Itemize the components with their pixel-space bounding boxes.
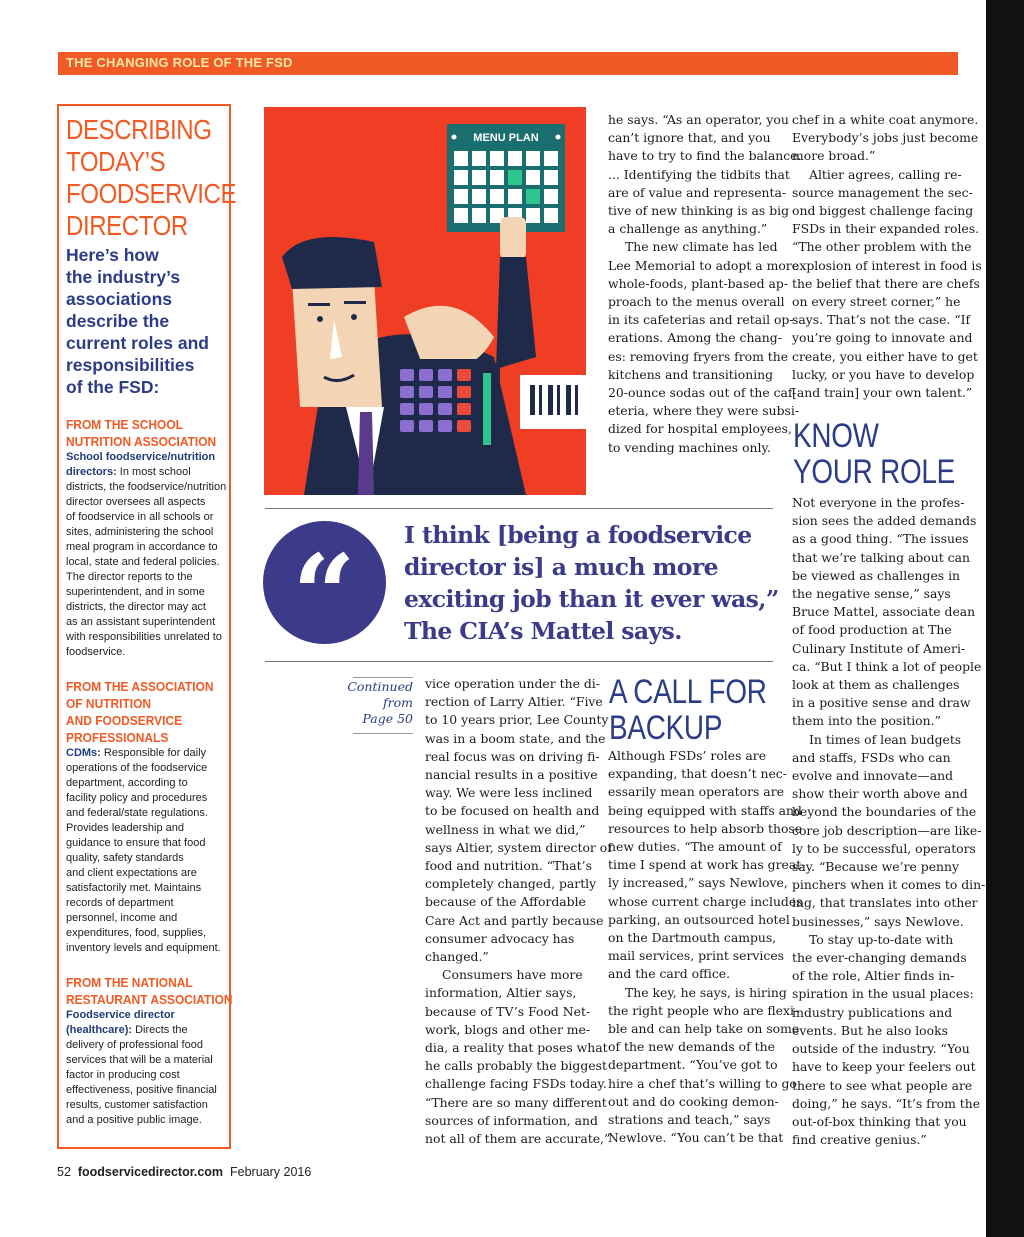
menu-grid-cell bbox=[472, 170, 486, 185]
illustration-svg bbox=[264, 107, 586, 495]
association-body-line: operations of the foodservice bbox=[66, 762, 208, 774]
association-body-line: sites, administering the school bbox=[66, 526, 214, 538]
eyebrow-right bbox=[344, 301, 366, 304]
menu-grid-cell bbox=[454, 189, 468, 204]
sidebar-subtitle-line: describe the bbox=[66, 311, 170, 331]
text-line: dia, a reality that poses what bbox=[425, 1040, 608, 1056]
text-line: to 10 years prior, Lee County bbox=[425, 712, 609, 728]
quote-rule-bottom bbox=[265, 661, 773, 662]
association-body-line: department, according to bbox=[66, 777, 188, 789]
quote-mark-icon bbox=[263, 521, 386, 659]
text-line: beyond the boundaries of the bbox=[792, 804, 977, 820]
text-line: ly increased,” says Newlove, bbox=[608, 875, 788, 891]
text-line: look at them as challenges bbox=[792, 677, 960, 693]
text-line: of the new demands of the bbox=[608, 1039, 775, 1055]
association-heading-line: RESTAURANT ASSOCIATION bbox=[66, 992, 233, 1007]
menu-grid-cell bbox=[490, 170, 504, 185]
continued-line: Continued bbox=[347, 679, 413, 694]
keypad-key bbox=[457, 403, 471, 415]
footer-date: February 2016 bbox=[230, 1165, 312, 1179]
heading-line: KNOW bbox=[793, 417, 879, 455]
keypad-key bbox=[400, 420, 414, 432]
association-entry bbox=[66, 974, 233, 1128]
article-column-2-top bbox=[608, 111, 802, 457]
text-line: source management the sec- bbox=[792, 184, 973, 200]
text-line: on every street corner,” he bbox=[792, 294, 961, 310]
menu-grid-cell bbox=[508, 189, 522, 204]
text-line: Lee Memorial to adopt a more bbox=[608, 257, 800, 273]
association-description bbox=[66, 450, 227, 660]
text-line: new duties. “The amount of bbox=[608, 839, 782, 855]
text-line: a challenge as anything.” bbox=[608, 221, 768, 237]
text-line: kitchens and transitioning bbox=[608, 366, 774, 382]
text-line: sion sees the added demands bbox=[792, 513, 977, 529]
section-banner bbox=[58, 52, 958, 75]
text-line: 20-ounce sodas out of the caf- bbox=[608, 385, 797, 401]
sidebar-title-line: FOODSERVICE bbox=[66, 178, 237, 209]
sidebar-subtitle-line: of the FSD: bbox=[66, 377, 160, 397]
menu-grid-cell bbox=[472, 208, 486, 223]
menu-grid-cell bbox=[544, 151, 558, 166]
menu-grid-cell bbox=[454, 151, 468, 166]
text-line: Everybody’s jobs just become bbox=[792, 130, 979, 146]
text-line: the negative sense,” says bbox=[792, 586, 951, 602]
association-body-line: local, state and federal policies. bbox=[66, 556, 220, 568]
sidebar-title-line: TODAY’S bbox=[66, 146, 166, 177]
svg-text:“: “ bbox=[292, 530, 356, 659]
text-line: strations and teach,” says bbox=[608, 1112, 771, 1128]
association-body-line: director oversees all aspects bbox=[66, 496, 206, 508]
keypad-key bbox=[438, 369, 452, 381]
text-line: ing, that translates into other bbox=[792, 895, 978, 911]
association-body-line: quality, safety standards bbox=[66, 852, 184, 864]
sidebar-subtitle-line: the industry’s bbox=[66, 267, 181, 287]
text-line: have to keep your feelers out bbox=[792, 1059, 976, 1075]
text-line: because of TV’s Food Net- bbox=[425, 1003, 591, 1019]
association-body-line: Provides leadership and bbox=[66, 822, 185, 834]
text-line: expanding, that doesn’t nec- bbox=[608, 766, 787, 782]
keypad-key bbox=[419, 386, 433, 398]
association-heading-line: FROM THE NATIONAL bbox=[66, 975, 193, 990]
text-line: core job description—are like- bbox=[792, 822, 982, 838]
text-line: ond biggest challenge facing bbox=[792, 203, 974, 219]
text-line: sources of information, and bbox=[425, 1112, 598, 1128]
text-line: says. That’s not the case. “If bbox=[792, 312, 971, 328]
hair bbox=[282, 237, 382, 289]
menu-grid-cell bbox=[526, 208, 540, 223]
text-line: “The other problem with the bbox=[792, 239, 972, 255]
text-line: real focus was on driving fi- bbox=[425, 748, 600, 764]
text-line: mail services, print services bbox=[608, 948, 785, 964]
page-edge-bar bbox=[986, 0, 1024, 1237]
text-line: information, Altier says, bbox=[425, 985, 577, 1001]
sidebar-subtitle-line: responsibilities bbox=[66, 355, 195, 375]
keypad-key bbox=[457, 369, 471, 381]
text-line: says Altier, system director of bbox=[425, 839, 612, 855]
page-footer bbox=[57, 1165, 311, 1179]
text-line: there to see what people are bbox=[792, 1077, 973, 1093]
text-line: and staffs, FSDs who can bbox=[792, 749, 951, 765]
pull-quote-line: I think [being a foodservice bbox=[404, 521, 752, 549]
association-body-line: services that will be a material bbox=[66, 1054, 213, 1066]
association-body-line: and a positive public image. bbox=[66, 1114, 202, 1126]
association-role-line bbox=[66, 1023, 223, 1038]
text-line: parking, an outsourced hotel bbox=[608, 911, 790, 927]
menu-grid-cell bbox=[454, 208, 468, 223]
association-body-line: with responsibilities unrelated to bbox=[66, 631, 222, 643]
text-line: out-of-box thinking that you bbox=[792, 1113, 967, 1129]
association-body-line: records of department bbox=[66, 897, 174, 909]
text-line: department. “You’ve got to bbox=[608, 1057, 778, 1073]
menu-board-dot bbox=[556, 135, 561, 140]
text-line: food and nutrition. “That’s bbox=[425, 858, 592, 874]
menu-grid-cell bbox=[472, 151, 486, 166]
text-line: spiration in the usual places: bbox=[792, 986, 974, 1002]
menu-grid-cell bbox=[526, 170, 540, 185]
association-body-first: Directs the bbox=[132, 1024, 188, 1036]
association-heading-line: NUTRITION ASSOCIATION bbox=[66, 434, 217, 449]
association-heading bbox=[66, 678, 227, 746]
text-line: In times of lean budgets bbox=[809, 731, 962, 747]
association-heading bbox=[66, 974, 233, 1008]
association-list bbox=[66, 416, 233, 1128]
text-line: have to try to find the balance. bbox=[608, 148, 802, 164]
association-role: directors: bbox=[66, 466, 117, 478]
text-line: he says. “As an operator, you bbox=[608, 112, 789, 127]
barcode-bar bbox=[566, 385, 571, 415]
text-line: chef in a white coat anymore. bbox=[792, 112, 979, 127]
association-body-line: expenditures, food, supplies, bbox=[66, 927, 207, 939]
association-body-line: meal program in accordance to bbox=[66, 541, 218, 553]
text-line: resources to help absorb those bbox=[608, 820, 803, 836]
eyebrow-left bbox=[308, 303, 330, 306]
barcode-bar bbox=[530, 385, 535, 415]
association-heading-line: AND FOODSERVICE bbox=[66, 713, 183, 728]
association-body-line: facility policy and procedures bbox=[66, 792, 208, 804]
text-line: doing,” he says. “It’s from the bbox=[792, 1095, 981, 1111]
menu-grid-cell bbox=[526, 151, 540, 166]
keypad-key bbox=[438, 420, 452, 432]
text-line: ... Identifying the tidbits that bbox=[608, 166, 790, 182]
association-body-line: as an assistant superintendent bbox=[66, 616, 216, 628]
barcode-bar bbox=[575, 385, 578, 415]
sidebar-box bbox=[57, 104, 237, 1149]
menu-grid-cell bbox=[472, 189, 486, 204]
association-heading-line: PROFESSIONALS bbox=[66, 730, 169, 745]
text-line: essarily mean operators are bbox=[608, 784, 784, 800]
menu-grid-cell bbox=[508, 170, 522, 185]
association-heading-line: FROM THE SCHOOL bbox=[66, 417, 183, 432]
text-line: them into the position.” bbox=[792, 713, 941, 729]
text-line: explosion of interest in food is bbox=[792, 257, 982, 273]
know-role-heading bbox=[793, 418, 957, 490]
menu-grid-cell bbox=[454, 170, 468, 185]
text-line: more broad.” bbox=[792, 148, 876, 164]
text-line: Bruce Mattel, associate dean bbox=[792, 604, 976, 620]
text-line: erations. Among the chang- bbox=[608, 330, 782, 346]
text-line: tive of new thinking is as big bbox=[608, 203, 790, 219]
association-body-line: guidance to ensure that food bbox=[66, 837, 206, 849]
call-backup-heading bbox=[609, 674, 773, 746]
menu-plan-illustration bbox=[264, 107, 586, 495]
text-line: whole-foods, plant-based ap- bbox=[608, 275, 789, 291]
text-line: [and train] your own talent.” bbox=[792, 385, 973, 401]
heading-line: A CALL FOR bbox=[609, 673, 767, 711]
text-line: ca. “But I think a lot of people bbox=[792, 658, 982, 674]
keypad-key bbox=[457, 420, 471, 432]
text-line: he calls probably the biggest bbox=[425, 1058, 607, 1074]
text-line: on the Dartmouth campus, bbox=[608, 930, 777, 946]
menu-grid-cell bbox=[544, 208, 558, 223]
text-line: Newlove. “You can’t be that bbox=[608, 1130, 784, 1146]
text-line: say. “Because we’re penny bbox=[792, 859, 959, 875]
text-line: are of value and representa- bbox=[608, 184, 787, 200]
association-role: School foodservice/nutrition bbox=[66, 451, 216, 463]
association-body-line: effectiveness, positive financial bbox=[66, 1084, 217, 1096]
association-description bbox=[66, 746, 223, 956]
text-line: whose current charge includes bbox=[608, 893, 803, 909]
keypad-key bbox=[457, 386, 471, 398]
association-role-line bbox=[66, 465, 223, 480]
association-body-line: delivery of professional food bbox=[66, 1039, 203, 1051]
text-line: be viewed as challenges in bbox=[792, 567, 961, 583]
text-line: Consumers have more bbox=[442, 967, 583, 983]
continued-line: Page 50 bbox=[362, 711, 413, 726]
text-line: hire a chef that’s willing to go bbox=[608, 1075, 797, 1091]
text-line: of food production at The bbox=[792, 622, 952, 638]
text-line: FSDs in their expanded roles. bbox=[792, 221, 980, 237]
text-line: in a positive sense and draw bbox=[792, 695, 971, 711]
article-column-1-bottom bbox=[425, 675, 612, 1148]
menu-board-sign: MENU PLAN bbox=[473, 132, 539, 144]
hand-up bbox=[500, 217, 526, 259]
text-line: and the card office. bbox=[608, 966, 731, 982]
pull-quote-line: director is] a much more bbox=[404, 553, 718, 581]
association-body-line: The director reports to the bbox=[66, 571, 193, 583]
sidebar-subtitle-line: Here’s how bbox=[66, 245, 159, 265]
menu-grid-cell bbox=[544, 189, 558, 204]
text-line: The key, he says, is hiring bbox=[625, 984, 787, 1000]
text-line: Culinary Institute of Ameri- bbox=[792, 640, 966, 656]
association-role-line bbox=[66, 1008, 223, 1023]
text-line: create, you either have to get bbox=[792, 348, 978, 364]
text-line: Altier agrees, calling re- bbox=[809, 166, 962, 182]
sidebar-subtitle-line: associations bbox=[66, 289, 173, 309]
text-line: lucky, or you have to develop bbox=[792, 366, 975, 382]
article-column-2-bottom bbox=[608, 747, 806, 1147]
text-line: Care Act and partly because bbox=[425, 912, 604, 928]
text-line: rection of Larry Altier. “Five bbox=[425, 694, 603, 710]
text-line: ly to be successful, operators bbox=[792, 840, 976, 856]
keypad-key bbox=[400, 403, 414, 415]
association-heading-line: OF NUTRITION bbox=[66, 696, 152, 711]
section-banner-label: THE CHANGING ROLE OF THE FSD bbox=[66, 55, 293, 70]
text-line: vice operation under the di- bbox=[425, 676, 600, 691]
text-line: find creative genius.” bbox=[792, 1132, 927, 1148]
barcode-bar bbox=[557, 385, 560, 415]
keypad-key bbox=[400, 369, 414, 381]
association-heading bbox=[66, 416, 227, 450]
menu-grid-cell bbox=[526, 189, 540, 204]
association-body-line: and federal/state regulations. bbox=[66, 807, 208, 819]
call-backup-heading-wrap bbox=[609, 674, 809, 746]
text-line: businesses,” says Newlove. bbox=[792, 913, 964, 929]
menu-grid-cell bbox=[508, 151, 522, 166]
article-column-3-bottom bbox=[792, 494, 986, 1149]
pull-quote-line: exciting job than it ever was,” bbox=[404, 585, 779, 613]
barcode-bar bbox=[539, 385, 542, 415]
association-role: (healthcare): bbox=[66, 1024, 133, 1036]
text-line: out and do cooking demon- bbox=[608, 1093, 779, 1109]
text-line: because of the Affordable bbox=[425, 894, 586, 910]
association-body-line: of foodservice in all schools or bbox=[66, 511, 214, 523]
quote-mark-badge bbox=[263, 521, 386, 659]
text-line: wellness in what we did,” bbox=[425, 821, 586, 837]
menu-grid-cell bbox=[544, 170, 558, 185]
association-role-line bbox=[66, 450, 223, 465]
quote-rule-top bbox=[265, 508, 773, 509]
text-line: show their worth above and bbox=[792, 786, 968, 802]
sidebar-subtitle bbox=[66, 244, 223, 398]
keypad-key bbox=[419, 403, 433, 415]
sidebar-title-line: DESCRIBING bbox=[66, 114, 212, 145]
continued-rule bbox=[353, 733, 413, 734]
text-line: consumer advocacy has bbox=[425, 930, 575, 946]
text-line: industry publications and bbox=[792, 1004, 953, 1020]
text-line: in its cafeterias and retail op- bbox=[608, 312, 794, 328]
text-line: as a good thing. “The issues bbox=[792, 531, 969, 547]
association-entry bbox=[66, 416, 227, 660]
continued-line: from bbox=[383, 695, 413, 710]
text-line: To stay up-to-date with bbox=[809, 931, 954, 947]
text-line: es: removing fryers from the bbox=[608, 348, 789, 364]
text-line: was in a boom state, and the bbox=[425, 730, 606, 746]
text-line: proach to the menus overall bbox=[608, 294, 785, 310]
text-line: way. We were less inclined bbox=[425, 785, 593, 801]
sidebar-title bbox=[66, 114, 238, 242]
text-line: evolve and innovate—and bbox=[792, 768, 954, 784]
continued-from-note bbox=[340, 679, 413, 727]
text-line: events. But he also looks bbox=[792, 1022, 948, 1038]
eye-left bbox=[317, 316, 323, 322]
card-reader-light bbox=[483, 373, 491, 445]
know-role-heading-wrap bbox=[793, 418, 993, 490]
text-line: being equipped with staffs and bbox=[608, 802, 802, 818]
text-line: the belief that there are chefs bbox=[792, 275, 980, 291]
pull-quote-line: The CIA’s Mattel says. bbox=[404, 617, 682, 645]
association-body-first: In most school bbox=[116, 466, 191, 478]
text-line: “There are so many different bbox=[425, 1094, 607, 1110]
association-role: CDMs: bbox=[66, 747, 101, 759]
menu-board-dot bbox=[452, 135, 457, 140]
text-line: ble and can help take on some bbox=[608, 1021, 800, 1037]
eye-right bbox=[351, 314, 357, 320]
pull-quote bbox=[404, 519, 779, 647]
continued-rule bbox=[353, 677, 413, 678]
text-line: work, blogs and other me- bbox=[425, 1021, 591, 1037]
tie bbox=[358, 412, 374, 495]
text-line: nancial results in a positive bbox=[425, 767, 598, 783]
text-line: dized for hospital employees, bbox=[608, 421, 792, 437]
text-line: eteria, where they were subsi- bbox=[608, 403, 800, 419]
text-line: Although FSDs’ roles are bbox=[608, 748, 767, 763]
text-line: the right people who are flexi- bbox=[608, 1002, 799, 1018]
text-line: The new climate has led bbox=[625, 239, 778, 255]
association-body-line: results, customer satisfaction bbox=[66, 1099, 208, 1111]
menu-grid-cell bbox=[490, 151, 504, 166]
text-line: that we’re talking about can bbox=[792, 549, 970, 565]
association-entry bbox=[66, 678, 223, 956]
text-line: can’t ignore that, and you bbox=[608, 130, 771, 146]
association-body-line: satisfactorily met. Maintains bbox=[66, 882, 202, 894]
text-line: to be focused on health and bbox=[425, 803, 600, 819]
association-body-line: factor in producing cost bbox=[66, 1069, 180, 1081]
text-line: Not everyone in the profes- bbox=[792, 495, 965, 510]
association-body-line: superintendent, and in some bbox=[66, 586, 205, 598]
association-body-line: districts, the director may act bbox=[66, 601, 206, 613]
association-body-line: personnel, income and bbox=[66, 912, 178, 924]
text-line: you’re going to innovate and bbox=[792, 330, 973, 346]
text-line: completely changed, partly bbox=[425, 876, 597, 892]
association-body-first: Responsible for daily bbox=[100, 747, 207, 759]
association-body-line: and client expectations are bbox=[66, 867, 197, 879]
keypad-key bbox=[438, 386, 452, 398]
keypad-key bbox=[419, 420, 433, 432]
article-column-3-top bbox=[792, 111, 982, 402]
menu-grid-cell bbox=[490, 189, 504, 204]
keypad-key bbox=[419, 369, 433, 381]
text-line: to vending machines only. bbox=[608, 439, 771, 455]
heading-line: BACKUP bbox=[609, 709, 723, 747]
text-line: not all of them are accurate,” bbox=[425, 1131, 611, 1147]
association-body-line: inventory levels and equipment. bbox=[66, 942, 221, 954]
text-line: pinchers when it comes to din- bbox=[792, 877, 986, 893]
text-line: challenge facing FSDs today. bbox=[425, 1076, 607, 1092]
keypad-key bbox=[438, 403, 452, 415]
association-description bbox=[66, 1008, 223, 1128]
text-line: of the role, Altier finds in- bbox=[792, 968, 955, 984]
heading-line: YOUR ROLE bbox=[793, 453, 956, 491]
keypad-key bbox=[400, 386, 414, 398]
association-role-line bbox=[66, 746, 223, 761]
text-line: outside of the industry. “You bbox=[792, 1041, 970, 1057]
page-number: 52 bbox=[57, 1165, 71, 1179]
sidebar-title-line: DIRECTOR bbox=[66, 210, 188, 241]
association-role: Foodservice director bbox=[66, 1009, 175, 1021]
footer-site: foodservicedirector.com bbox=[77, 1165, 224, 1179]
barcode-bar bbox=[548, 385, 553, 415]
association-body-line: districts, the foodservice/nutrition bbox=[66, 481, 227, 493]
association-heading-line: FROM THE ASSOCIATION bbox=[66, 679, 214, 694]
text-line: the ever-changing demands bbox=[792, 950, 967, 966]
text-line: time I spend at work has great- bbox=[608, 857, 806, 873]
association-body-line: foodservice. bbox=[66, 646, 126, 658]
sidebar-subtitle-line: current roles and bbox=[66, 333, 209, 353]
text-line: changed.” bbox=[425, 949, 489, 965]
